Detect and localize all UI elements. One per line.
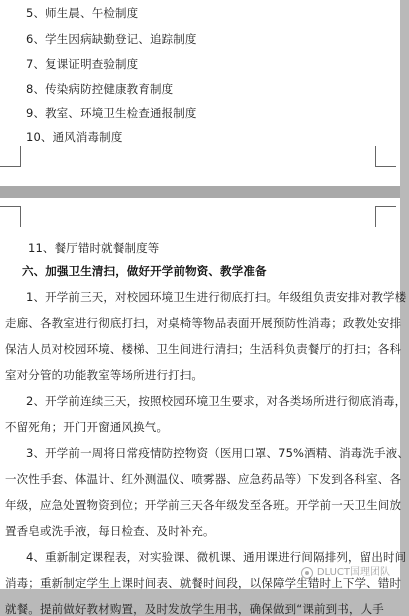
paragraph-line: 保洁人员对校园环境、楼梯、卫生间进行清扫；生活科负责餐厅的打扫；各科 bbox=[5, 342, 402, 356]
paragraph-line: 消毒；重新制定学生上课时间表、就餐时间段，以保障学生错时上下学、错时 bbox=[5, 576, 402, 590]
watermark bbox=[301, 567, 390, 579]
crop-mark-bottom-right bbox=[375, 146, 396, 167]
page-separator bbox=[0, 186, 400, 198]
paragraph-line: 2、开学前连续三天，按照校园环境卫生要求，对各类场所进行彻底消毒， bbox=[26, 394, 407, 408]
list-item: 10、通风消毒制度 bbox=[26, 130, 123, 144]
crop-mark-top-right bbox=[375, 206, 396, 227]
list-item: 5、师生晨、午检制度 bbox=[26, 6, 139, 20]
paragraph-line: 年级，应急处置物资到位；开学前三天各年级发至各班。开学前一天卫生间放 bbox=[5, 498, 402, 512]
crop-mark-bottom-left bbox=[0, 146, 21, 167]
watermark-logo-icon bbox=[301, 567, 313, 579]
document-page-top bbox=[0, 0, 400, 186]
list-item: 8、传染病防控健康教育制度 bbox=[26, 82, 174, 96]
paragraph-line: 4、重新制定课程表，对实验课、微机课、通用课进行间隔排列，留出时间 bbox=[26, 550, 407, 564]
watermark-text: DLUCT国理团队 bbox=[316, 567, 390, 578]
list-item: 9、教室、环境卫生检查通报制度 bbox=[26, 106, 197, 120]
paragraph-line: 一次性手套、体温计、红外测温仪、喷雾器、应急药品等）下发到各科室、各 bbox=[5, 472, 402, 486]
list-item: 7、复课证明查验制度 bbox=[26, 57, 139, 71]
paragraph-line: 就餐。提前做好教材购置，及时发放学生用书，确保做到“课前到书，人手 bbox=[5, 602, 384, 616]
document-page-bottom bbox=[0, 198, 409, 616]
paragraph-line: 走廊、各教室进行彻底打扫，对桌椅等物品表面开展预防性消毒；政教处安排 bbox=[5, 316, 402, 330]
list-item: 6、学生因病缺勤登记、追踪制度 bbox=[26, 32, 197, 46]
list-item: 11、餐厅错时就餐制度等 bbox=[28, 241, 160, 255]
paragraph-line: 不留死角；开门开窗通风换气。 bbox=[5, 420, 169, 434]
paragraph-line: 置香皂或洗手液，每日检查、及时补充。 bbox=[5, 524, 215, 538]
paragraph-line: 1、开学前三天，对校园环境卫生进行彻底打扫。年级组负责安排对教学楼 bbox=[26, 290, 407, 304]
paragraph-line: 室对分管的功能教室等场所进行打扫。 bbox=[5, 368, 204, 382]
section-heading: 六、加强卫生清扫，做好开学前物资、教学准备 bbox=[22, 264, 267, 278]
crop-mark-top-left bbox=[0, 206, 21, 227]
paragraph-line: 3、开学前一周将日常疫情防控物资（医用口罩、75%酒精、消毒洗手液、 bbox=[26, 446, 409, 460]
